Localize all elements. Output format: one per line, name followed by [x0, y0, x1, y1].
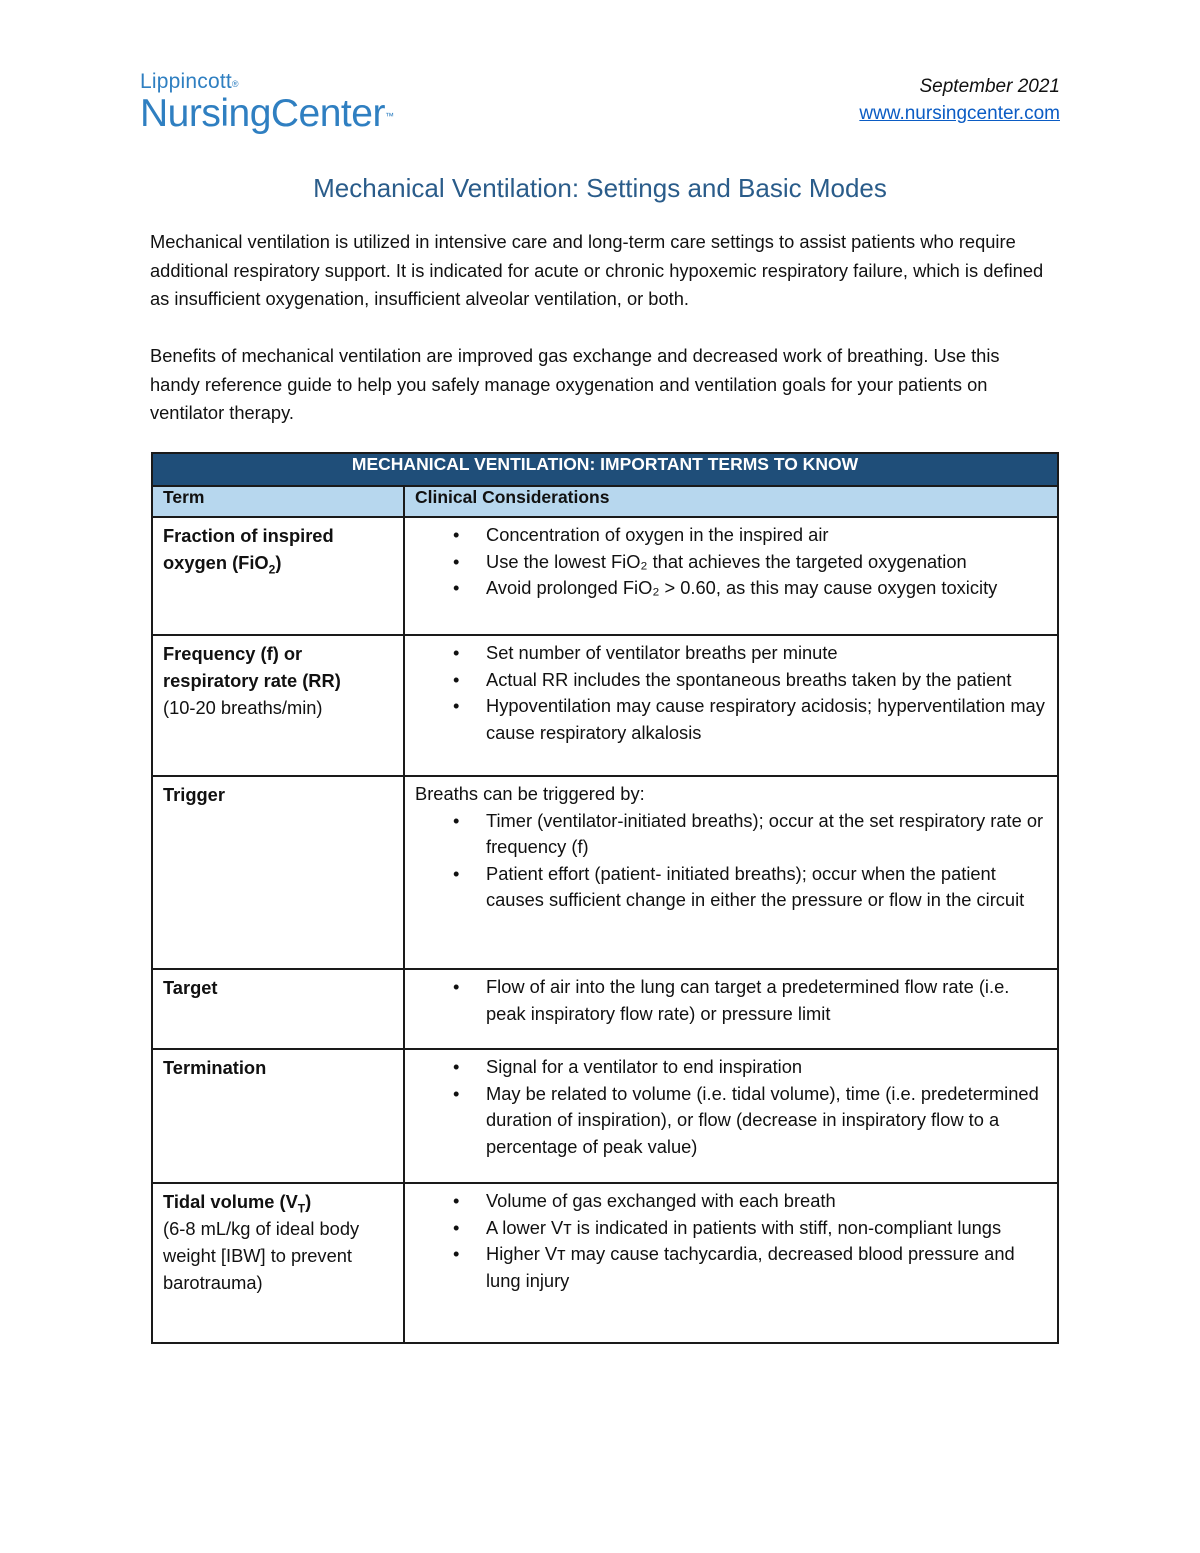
- table-heading: MECHANICAL VENTILATION: IMPORTANT TERMS TO KNOW: [152, 453, 1058, 486]
- logo-bottom-text: NursingCenter: [140, 92, 385, 135]
- term-name: Termination: [163, 1057, 267, 1078]
- considerations-intro: Breaths can be triggered by:: [415, 783, 645, 804]
- intro-paragraph: Mechanical ventilation is utilized in intensive care and long-term care settings to assist patients who require additional respiratory support. It is indicated for acute or chronic hypoxemic respiratory failure, which is defined as insufficient oxygenation, insufficient alveolar ventilation, or both.: [150, 231, 1044, 309]
- publication-date: September 2021: [919, 76, 1060, 97]
- list-item: • Flow of air into the lung can target a predetermined flow rate (i.e. peak inspiratory flow rate) or pressure limit: [453, 976, 1010, 1024]
- term-subscript: 2: [268, 562, 276, 577]
- term-name-line2: respiratory rate (RR): [163, 670, 341, 691]
- logo-top-text: Lippincott: [140, 70, 232, 93]
- term-cell: [152, 1049, 404, 1183]
- term-range: (6-8 mL/kg of ideal body weight [IBW] to prevent barotrauma): [163, 1218, 360, 1293]
- term-cell: [152, 776, 404, 969]
- considerations-cell: [404, 776, 1058, 969]
- list-item: • Signal for a ventilator to end inspiration: [453, 1056, 803, 1077]
- list-item: • May be related to volume (i.e. tidal volume), time (i.e. predetermined duration of inspiration), or flow (decrease in inspiratory flow to a percentage of peak value): [453, 1082, 1039, 1157]
- term-name: Target: [163, 977, 218, 998]
- list-item: • Patient effort (patient- initiated breaths); occur when the patient causes sufficient change in either the pressure or flow in the circuit: [453, 862, 1025, 910]
- considerations-cell: [404, 1183, 1058, 1343]
- list-item: • Hypoventilation may cause respiratory acidosis; hyperventilation may cause respiratory alkalosis: [453, 695, 1045, 743]
- term-cell: [152, 517, 404, 635]
- list-item: • Volume of gas exchanged with each breath: [453, 1190, 836, 1211]
- term-name: Frequency (f) or: [163, 643, 303, 664]
- table-row: [152, 1049, 1058, 1183]
- list-item: • Actual RR includes the spontaneous breaths taken by the patient: [453, 668, 1012, 690]
- term-name-end: ): [275, 552, 282, 573]
- list-item: • Timer (ventilator-initiated breaths); occur at the set respiratory rate or frequency (f): [453, 809, 1044, 857]
- table-row: [152, 635, 1058, 776]
- terms-table: [151, 452, 1059, 1344]
- term-cell: [152, 635, 404, 776]
- list-item: • A lower Vᴛ is indicated in patients with stiff, non-compliant lungs: [453, 1216, 1002, 1238]
- column-header-considerations: Clinical Considerations: [404, 486, 1058, 517]
- considerations-cell: [404, 635, 1058, 776]
- list-item: • Use the lowest FiO₂ that achieves the targeted oxygenation: [453, 550, 967, 572]
- term-name: Trigger: [163, 784, 225, 805]
- table-row: [152, 517, 1058, 635]
- term-range: (10-20 breaths/min): [163, 697, 323, 718]
- considerations-cell: [404, 1049, 1058, 1183]
- page-title: Mechanical Ventilation: Settings and Basic Modes: [313, 173, 887, 203]
- term-name: Tidal volume (V: [163, 1191, 298, 1212]
- list-item: • Concentration of oxygen in the inspired air: [453, 524, 829, 545]
- table-row: [152, 969, 1058, 1049]
- table-row: [152, 1183, 1058, 1343]
- website-link[interactable]: www.nursingcenter.com: [859, 103, 1060, 124]
- considerations-cell: [404, 517, 1058, 635]
- term-name-end: ): [305, 1191, 312, 1212]
- term-name: Fraction of inspired oxygen (FiO: [163, 525, 334, 573]
- considerations-cell: [404, 969, 1058, 1049]
- column-header-term: Term: [152, 486, 404, 517]
- term-cell: [152, 1183, 404, 1343]
- list-item: • Higher Vᴛ may cause tachycardia, decreased blood pressure and lung injury: [453, 1243, 1015, 1291]
- benefits-paragraph: Benefits of mechanical ventilation are improved gas exchange and decreased work of breathing. Use this handy reference guide to help you safely manage oxygenation and ventilation goals for your patients on ventilator therapy.: [150, 345, 1000, 423]
- list-item: • Avoid prolonged FiO₂ > 0.60, as this may cause oxygen toxicity: [453, 577, 998, 598]
- table-row: [152, 776, 1058, 969]
- header-info: [859, 73, 1060, 127]
- term-cell: [152, 969, 404, 1049]
- nursingcenter-logo: Lippincott® NursingCenter™: [140, 70, 394, 135]
- list-item: • Set number of ventilator breaths per minute: [453, 642, 838, 663]
- term-subscript: T: [297, 1201, 306, 1216]
